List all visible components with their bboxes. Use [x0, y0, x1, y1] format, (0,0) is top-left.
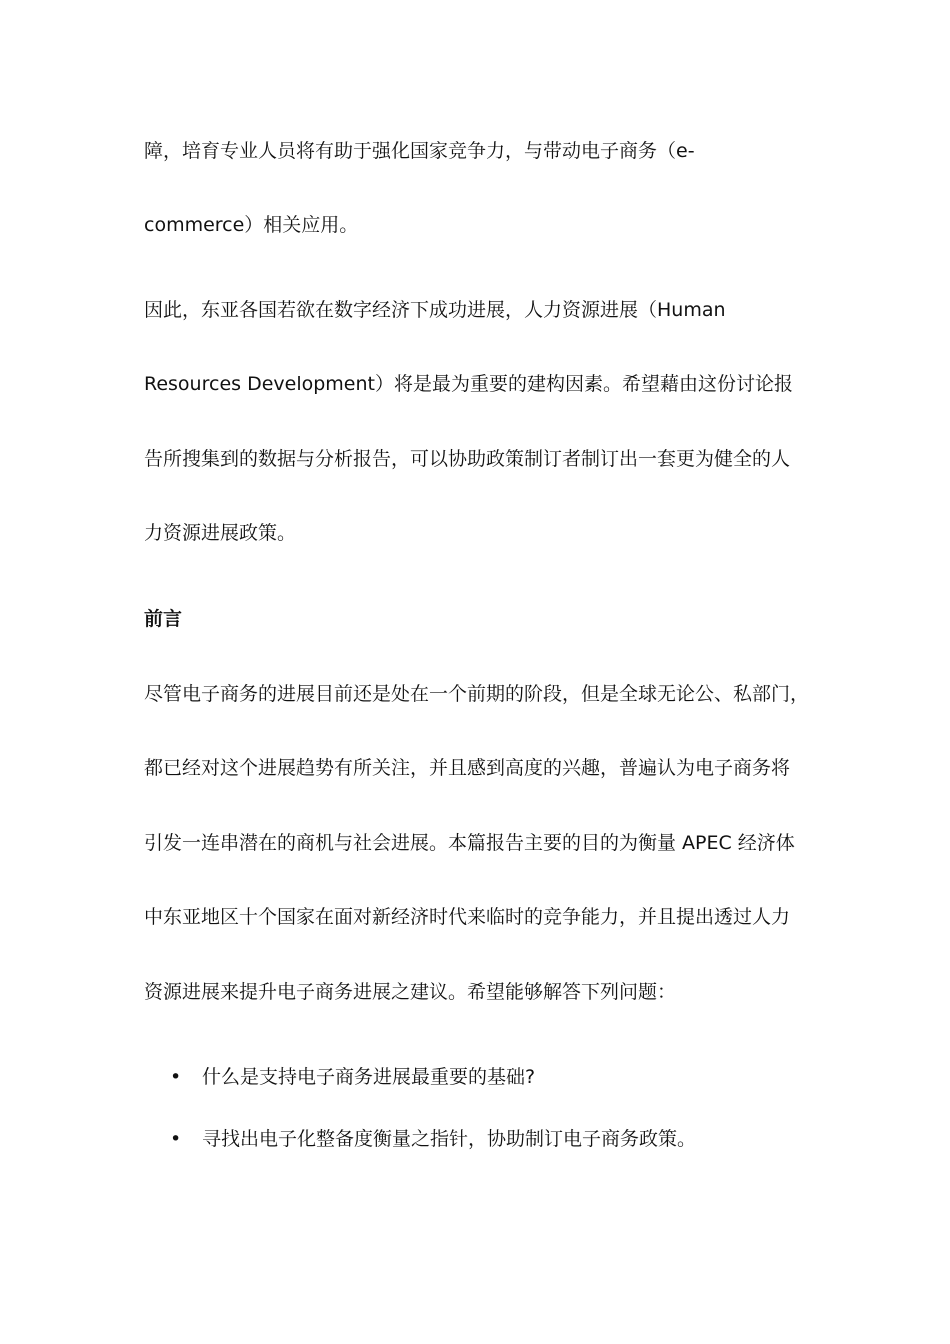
paragraph-1-line-2: commerce）相关应用。 [144, 214, 359, 236]
bullet-marker: • [170, 1066, 182, 1088]
paragraph-2-line-4: 力资源进展政策。 [144, 522, 297, 544]
paragraph-2-line-2: Resources Development）将是最为重要的建构因素。希望藉由这份讨论报 [144, 373, 793, 395]
bullet-text: 寻找出电子化整备度衡量之指针，协助制订电子商务政策。 [202, 1128, 697, 1150]
paragraph-3-line-4: 中东亚地区十个国家在面对新经济时代来临时的竞争能力，并且提出透过人力 [144, 906, 791, 928]
bullet-list-item [170, 1064, 535, 1090]
paragraph-2-line-1: 因此，东亚各国若欲在数字经济下成功进展，人力资源进展（Human [144, 299, 726, 321]
bullet-list-item [170, 1126, 696, 1152]
section-heading: 前言 [144, 608, 183, 630]
paragraph-3-line-5: 资源进展来提升电子商务进展之建议。希望能够解答下列问题： [144, 981, 677, 1003]
paragraph-3-line-2: 都已经对这个进展趋势有所关注，并且感到高度的兴趣，普遍认为电子商务将 [144, 757, 791, 779]
paragraph-3-line-3: 引发一连串潜在的商机与社会进展。本篇报告主要的目的为衡量 APEC 经济体 [144, 832, 795, 854]
paragraph-1-line-1: 障，培育专业人员将有助于强化国家竞争力，与带动电子商务（e- [144, 140, 695, 162]
bullet-marker: • [170, 1128, 182, 1150]
paragraph-3-line-1: 尽管电子商务的进展目前还是处在一个前期的阶段，但是全球无论公、私部门， [144, 683, 810, 705]
paragraph-2-line-3: 告所搜集到的数据与分析报告，可以协助政策制订者制订出一套更为健全的人 [144, 448, 791, 470]
bullet-text: 什么是支持电子商务进展最重要的基础? [202, 1066, 536, 1088]
